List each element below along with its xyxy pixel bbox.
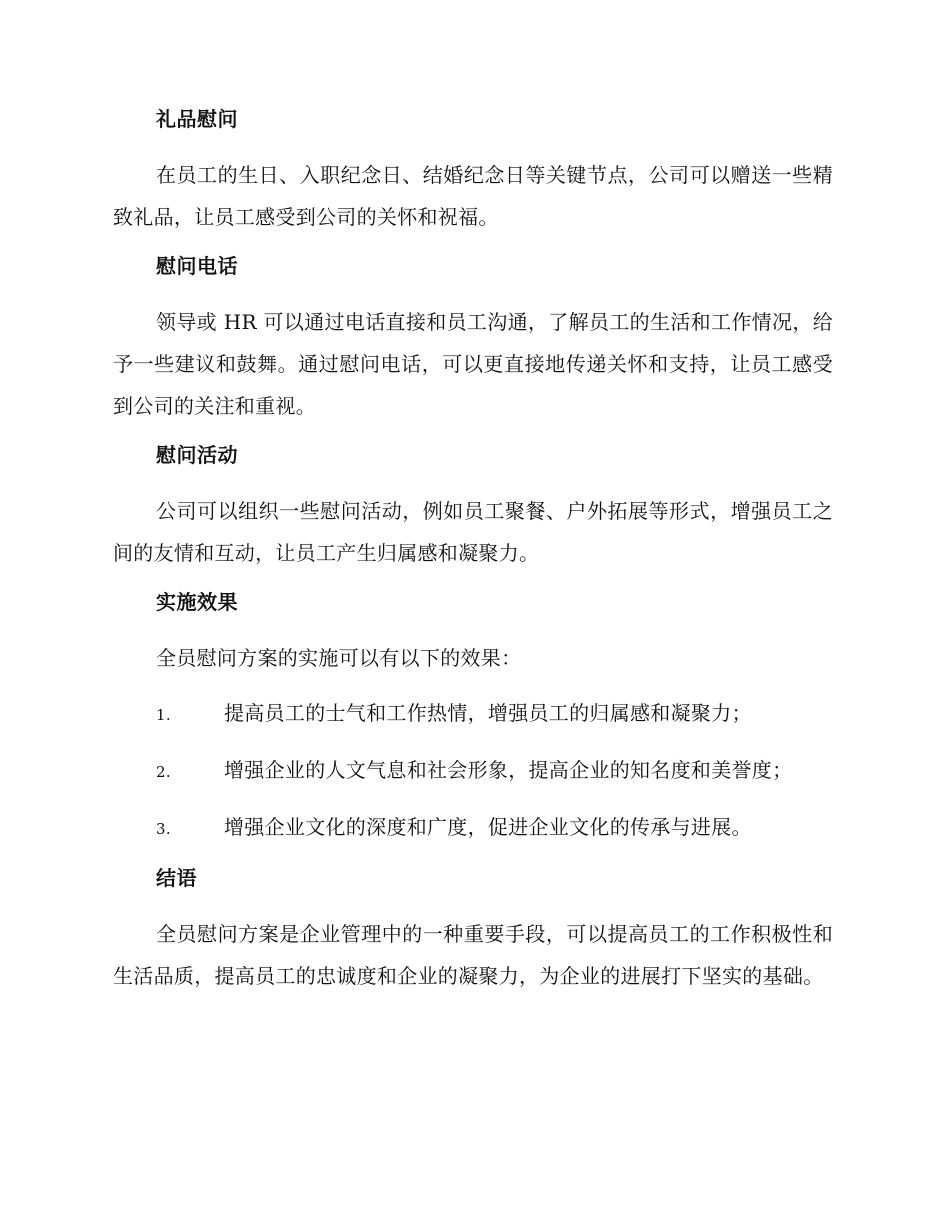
section-paragraph-effect: 全员慰问方案的实施可以有以下的效果： <box>156 646 522 670</box>
document-page <box>113 104 833 1010</box>
list-item <box>113 692 833 736</box>
section-heading-effect: 实施效果 <box>156 590 238 614</box>
section-heading-conclusion: 结语 <box>156 866 197 890</box>
section-heading-gift: 礼品慰问 <box>156 107 238 131</box>
list-item-text: 增强企业的人文气息和社会形象，提高企业的知名度和美誉度； <box>224 758 793 782</box>
list-item-number: 1. <box>156 706 171 724</box>
section-heading-activity: 慰问活动 <box>156 443 238 467</box>
effect-list <box>113 692 833 850</box>
list-item-text: 增强企业文化的深度和广度，促进企业文化的传承与进展。 <box>224 815 752 839</box>
section-paragraph-phone: 领导或 HR 可以通过电话直接和员工沟通，了解员工的生活和工作情况，给予一些建议和鼓舞。通过慰问电话，可以更直接地传递关怀和支持，让员工感受到公司的关注和重视。 <box>113 310 833 418</box>
list-item <box>113 749 833 793</box>
section-paragraph-conclusion: 全员慰问方案是企业管理中的一种重要手段，可以提高员工的工作积极性和生活品质，提高员工的忠诚度和企业的凝聚力，为企业的进展打下坚实的基础。 <box>113 922 833 988</box>
section-paragraph-gift: 在员工的生日、入职纪念日、结婚纪念日等关键节点，公司可以赠送一些精致礼品，让员工感受到公司的关怀和祝福。 <box>113 163 833 229</box>
section-paragraph-activity: 公司可以组织一些慰问活动，例如员工聚餐、户外拓展等形式，增强员工之间的友情和互动，让员工产生归属感和凝聚力。 <box>113 499 833 565</box>
section-heading-phone: 慰问电话 <box>156 254 238 278</box>
list-item-text: 提高员工的士气和工作热情，增强员工的归属感和凝聚力； <box>224 701 752 725</box>
list-item-number: 3. <box>156 820 171 838</box>
list-item <box>113 806 833 850</box>
list-item-number: 2. <box>156 763 171 781</box>
